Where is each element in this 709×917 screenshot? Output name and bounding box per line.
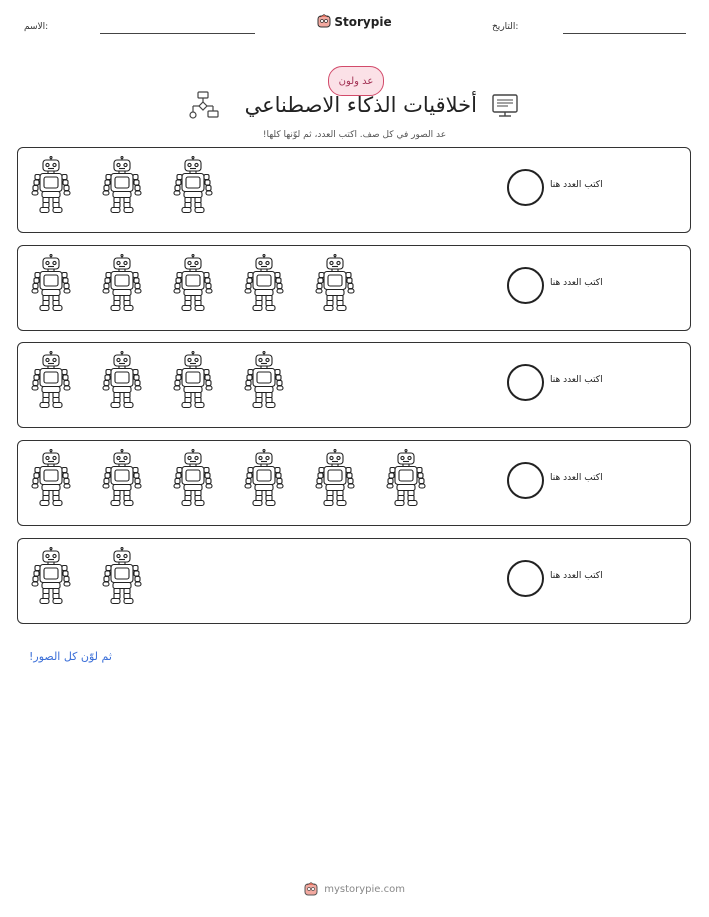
robot-icon [101,547,172,611]
answer-prompt: اكتب العدد هنا [550,375,603,385]
site-url[interactable]: mystorypie.com [324,884,405,895]
robot-icon [30,351,101,415]
page-title: أخلاقيات الذكاء الاصطناعي [244,93,477,117]
name-label: الاسم: [24,22,49,32]
robot-icon [172,254,243,318]
counting-row-5 [17,538,691,624]
date-label: التاريخ: [492,22,519,32]
robot-icon [172,156,243,220]
footer-note: ثم لوّن كل الصور! [29,650,112,663]
robot-group [30,351,314,415]
brand-name: Storypie [334,15,392,29]
robot-icon [243,449,314,513]
pie-logo-icon [304,884,324,895]
flowchart-icon [187,90,221,126]
counting-row-2 [17,245,691,331]
answer-circle[interactable] [507,364,544,401]
brand-logo [0,14,709,31]
computer-icon [490,93,520,123]
robot-icon [172,351,243,415]
robot-group [30,449,456,513]
answer-circle[interactable] [507,267,544,304]
activity-badge: عد ولون [328,66,384,96]
answer-circle[interactable] [507,560,544,597]
robot-group [30,156,243,220]
robot-icon [314,254,385,318]
robot-icon [30,254,101,318]
robot-group [30,254,385,318]
robot-icon [314,449,385,513]
answer-prompt: اكتب العدد هنا [550,278,603,288]
robot-icon [101,254,172,318]
robot-icon [30,449,101,513]
robot-icon [101,449,172,513]
answer-prompt: اكتب العدد هنا [550,571,603,581]
counting-row-3 [17,342,691,428]
answer-circle[interactable] [507,462,544,499]
counting-row-1 [17,147,691,233]
name-line[interactable] [100,33,255,34]
answer-prompt: اكتب العدد هنا [550,473,603,483]
robot-icon [172,449,243,513]
robot-icon [30,547,101,611]
site-footer [0,882,709,896]
date-line[interactable] [563,33,686,34]
answer-circle[interactable] [507,169,544,206]
robot-icon [243,351,314,415]
pie-logo-icon [317,14,331,31]
robot-group [30,547,172,611]
robot-icon [385,449,456,513]
counting-row-4 [17,440,691,526]
answer-prompt: اكتب العدد هنا [550,180,603,190]
robot-icon [101,156,172,220]
robot-icon [243,254,314,318]
robot-icon [30,156,101,220]
instructions: عد الصور في كل صف. اكتب العدد، ثم لوّنها كلها! [262,130,447,140]
robot-icon [101,351,172,415]
